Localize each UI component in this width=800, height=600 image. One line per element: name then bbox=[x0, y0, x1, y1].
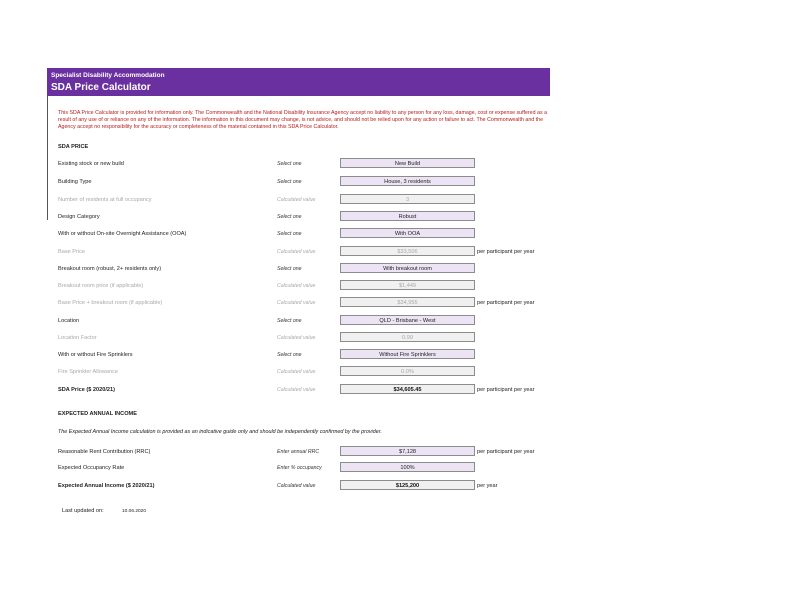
row-rrc bbox=[0, 446, 800, 458]
row-location-factor bbox=[0, 332, 800, 344]
row-breakout-price bbox=[0, 280, 800, 292]
fire-sprinklers-select[interactable]: Without Fire Sprinklers bbox=[340, 349, 475, 359]
income-note: The Expected Annual Income calculation is provided as an indicative guide only and should be independently confirmed by the provider. bbox=[58, 429, 382, 435]
occupancy-input[interactable]: 100% bbox=[340, 462, 475, 472]
existing-stock-select[interactable]: New Build bbox=[340, 158, 475, 168]
row-label: Number of residents at full occupancy bbox=[58, 197, 152, 203]
disclaimer-text: This SDA Price Calculator is provided for information only. The Commonwealth and the National Disability Insurance Agency accept no liability to any person for any loss, damage, cost or expense suffered as a result of any use of or reliance on any of the information. The information in this document may change, is not advice, and should not be relied upon for any action or failure to act. The Commonwealth and the Agency accept no responsibility for the accuracy or completeness of the material contained in this SDA Price Calculator. bbox=[58, 110, 548, 130]
rrc-input[interactable]: $7,128 bbox=[340, 446, 475, 456]
row-hint: Select one bbox=[277, 231, 302, 237]
row-label: Design Category bbox=[58, 214, 100, 220]
row-ooa bbox=[0, 228, 800, 240]
row-occupancy bbox=[0, 462, 800, 474]
sprinkler-allowance-value: 0.0% bbox=[340, 366, 475, 376]
row-label: Building Type bbox=[58, 179, 92, 185]
row-suffix: per participant per year bbox=[477, 300, 535, 306]
ooa-select[interactable]: With OOA bbox=[340, 228, 475, 238]
row-label: Reasonable Rent Contribution (RRC) bbox=[58, 449, 151, 455]
row-hint: Enter % occupancy bbox=[277, 465, 322, 471]
row-hint: Calculated value bbox=[277, 283, 316, 289]
row-suffix: per participant per year bbox=[477, 449, 535, 455]
sda-price-value: $34,605.45 bbox=[340, 384, 475, 394]
row-label: Expected Annual Income ($ 2020/21) bbox=[58, 483, 155, 489]
row-label: Expected Occupancy Rate bbox=[58, 465, 125, 471]
building-type-select[interactable]: House, 3 residents bbox=[340, 176, 475, 186]
sda-price-heading: SDA PRICE bbox=[58, 144, 89, 150]
row-hint: Calculated value bbox=[277, 249, 316, 255]
row-label: Existing stock or new build bbox=[58, 161, 124, 167]
row-hint: Calculated value bbox=[277, 197, 316, 203]
row-design-category bbox=[0, 211, 800, 223]
row-suffix: per participant per year bbox=[477, 249, 535, 255]
row-annual-income bbox=[0, 480, 800, 492]
row-hint: Calculated value bbox=[277, 387, 316, 393]
last-updated-value: 10.06.2020 bbox=[122, 509, 147, 514]
row-label: Breakout room price (if applicable) bbox=[58, 283, 144, 289]
income-heading: EXPECTED ANNUAL INCOME bbox=[58, 411, 137, 417]
row-base-price bbox=[0, 246, 800, 258]
row-breakout-room bbox=[0, 263, 800, 275]
row-label: Base Price bbox=[58, 249, 86, 255]
row-hint: Enter annual RRC bbox=[277, 449, 320, 455]
base-plus-breakout-value: $34,955 bbox=[340, 297, 475, 307]
row-label: Breakout room (robust, 2+ residents only) bbox=[58, 266, 162, 272]
row-location bbox=[0, 315, 800, 327]
row-label: With or without Fire Sprinklers bbox=[58, 352, 133, 358]
row-existing-stock bbox=[0, 158, 800, 170]
residents-value: 3 bbox=[340, 194, 475, 204]
row-hint: Select one bbox=[277, 352, 302, 358]
row-building-type bbox=[0, 176, 800, 188]
design-category-select[interactable]: Robust bbox=[340, 211, 475, 221]
row-residents bbox=[0, 194, 800, 206]
row-hint: Select one bbox=[277, 179, 302, 185]
row-hint: Calculated value bbox=[277, 483, 316, 489]
row-label: Fire Sprinkler Allowance bbox=[58, 369, 119, 375]
row-label: With or without On-site Overnight Assistance (OOA) bbox=[58, 231, 187, 237]
row-label: SDA Price ($ 2020/21) bbox=[58, 387, 116, 393]
row-sprinkler-allowance bbox=[0, 366, 800, 378]
breakout-room-select[interactable]: With breakout room bbox=[340, 263, 475, 273]
header-supertitle: Specialist Disability Accommodation bbox=[51, 72, 165, 79]
row-base-plus-breakout bbox=[0, 297, 800, 309]
location-select[interactable]: QLD - Brisbane - West bbox=[340, 315, 475, 325]
row-sda-price bbox=[0, 384, 800, 396]
row-hint: Calculated value bbox=[277, 335, 316, 341]
row-label: Location bbox=[58, 318, 80, 324]
row-suffix: per year bbox=[477, 483, 498, 489]
row-label: Base Price + breakout room (if applicable) bbox=[58, 300, 163, 306]
page-title: SDA Price Calculator bbox=[51, 82, 151, 93]
row-hint: Calculated value bbox=[277, 300, 316, 306]
row-hint: Select one bbox=[277, 214, 302, 220]
row-fire-sprinklers bbox=[0, 349, 800, 361]
row-hint: Select one bbox=[277, 318, 302, 324]
last-updated-label: Last updated on: bbox=[62, 508, 104, 514]
row-label: Location Factor bbox=[58, 335, 97, 341]
location-factor-value: 0.99 bbox=[340, 332, 475, 342]
row-hint: Select one bbox=[277, 161, 302, 167]
row-suffix: per participant per year bbox=[477, 387, 535, 393]
calculator-header bbox=[47, 68, 550, 96]
annual-income-value: $125,200 bbox=[340, 480, 475, 490]
row-hint: Select one bbox=[277, 266, 302, 272]
base-price-value: $33,506 bbox=[340, 246, 475, 256]
row-hint: Calculated value bbox=[277, 369, 316, 375]
breakout-price-value: $1,449 bbox=[340, 280, 475, 290]
